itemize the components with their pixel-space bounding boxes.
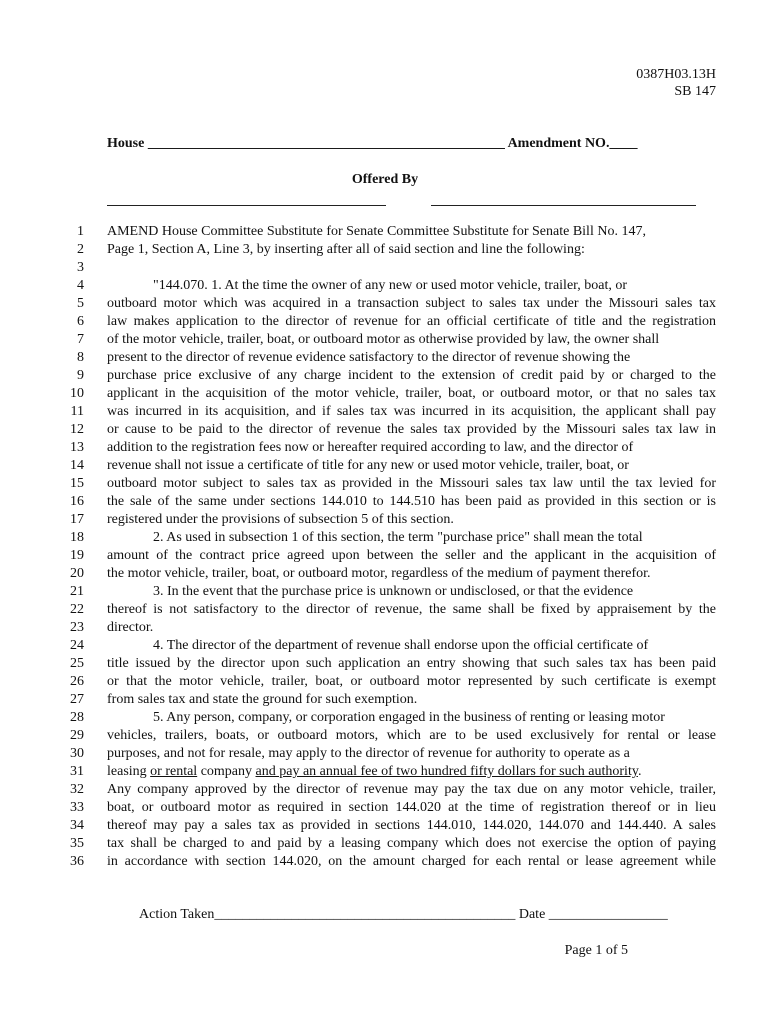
line-number: 35: [70, 836, 84, 851]
body-line: addition to the registration fees now or hereafter required according to law, and the director of: [107, 440, 634, 455]
body-line: vehicles, trailers, boats, or outboard motors, which are to be used exclusively for rental or lease: [107, 728, 716, 743]
body-line: "144.070. 1. At the time the owner of any new or used motor vehicle, trailer, boat, or: [153, 278, 628, 293]
body-line: Any company approved by the director of revenue may pay the tax due on any motor vehicle, trailer,: [107, 782, 716, 797]
text-segment: company: [197, 764, 256, 779]
body-line: the motor vehicle, trailer, boat, or outboard motor, regardless of the medium of payment therefor.: [107, 566, 651, 581]
line-number: 7: [77, 332, 84, 347]
line-number: 36: [70, 854, 84, 869]
line-number: 21: [70, 584, 84, 599]
line-number: 16: [70, 494, 84, 509]
line-number: 26: [70, 674, 84, 689]
text-segment: .: [637, 764, 642, 779]
body-line: thereof is not satisfactory to the director of revenue, the same shall be fixed by appraisement by the: [107, 602, 716, 617]
line-number: 9: [77, 368, 84, 383]
body-line: outboard motor which was acquired in a transaction subject to sales tax under the Missouri sales tax: [107, 296, 716, 311]
body-line: or cause to be paid to the director of revenue the sales tax provided by the Missouri sales tax law in: [107, 422, 716, 437]
body-line: tax shall be charged to and paid by a leasing company which does not exercise the option of paying: [107, 836, 716, 851]
underlined-insertion: and pay an annual fee of two hundred fifty dollars for such authority: [255, 764, 638, 779]
sponsor-signature-line-left: [107, 192, 386, 206]
line-number: 17: [70, 512, 84, 527]
body-line: director.: [107, 620, 154, 635]
line-number: 12: [70, 422, 84, 437]
body-line: law makes application to the director of revenue for an official certificate of title and the registration: [107, 314, 716, 329]
body-line: present to the director of revenue evidence satisfactory to the director of revenue showing the: [107, 350, 631, 365]
line-number: 2: [77, 242, 84, 257]
line-number: 33: [70, 800, 84, 815]
line-number: 28: [70, 710, 84, 725]
line-number: 1: [77, 224, 84, 239]
line-number: 25: [70, 656, 84, 671]
body-line: applicant in the acquisition of the motor vehicle, trailer, boat, or outboard motor, or that no sales tax: [107, 386, 716, 401]
line-number: 19: [70, 548, 84, 563]
body-line: amount of the contract price agreed upon between the seller and the applicant in the acquisition of: [107, 548, 716, 563]
body-line: purposes, and not for resale, may apply to the director of revenue for authority to operate as a: [107, 746, 630, 761]
underlined-insertion: or rental: [150, 764, 198, 779]
line-number: 23: [70, 620, 84, 635]
sponsor-signature-line-right: [431, 192, 696, 206]
line-number: 31: [70, 764, 84, 779]
doc-number: 0387H03.13H: [636, 67, 716, 82]
line-number: 6: [77, 314, 84, 329]
body-line: AMEND House Committee Substitute for Senate Committee Substitute for Senate Bill No. 147,: [107, 224, 646, 239]
bill-number: SB 147: [674, 84, 716, 99]
body-line: 3. In the event that the purchase price is unknown or undisclosed, or that the evidence: [153, 584, 634, 599]
line-number: 34: [70, 818, 84, 833]
document-id: [636, 66, 716, 100]
line-number: 30: [70, 746, 84, 761]
line-number: 27: [70, 692, 84, 707]
body-line: title issued by the director upon such application an entry showing that such sales tax has been paid: [107, 656, 716, 671]
body-line: in accordance with section 144.020, on the amount charged for each rental or lease agreement while: [107, 854, 716, 869]
line-number: 29: [70, 728, 84, 743]
line-number: 18: [70, 530, 84, 545]
body-line-underlined: [107, 764, 641, 780]
body-line: from sales tax and state the ground for such exemption.: [107, 692, 418, 707]
line-number: 22: [70, 602, 84, 617]
line-number: 14: [70, 458, 84, 473]
line-number: 3: [77, 260, 84, 275]
line-number: 32: [70, 782, 84, 797]
line-number: 4: [77, 278, 84, 293]
body-line: 5. Any person, company, or corporation engaged in the business of renting or leasing motor: [153, 710, 665, 725]
line-number: 11: [70, 404, 84, 419]
body-line: the sale of the same under sections 144.010 to 144.510 has been paid as provided in this section or is: [107, 494, 716, 509]
text-segment: leasing: [107, 764, 151, 779]
body-line: outboard motor subject to sales tax as provided in the Missouri sales tax law until the tax levied for: [107, 476, 716, 491]
page-number: Page 1 of 5: [564, 943, 628, 958]
body-line: thereof may pay a sales tax as provided in sections 144.010, 144.020, 144.070 and 144.440. A sales: [107, 818, 716, 833]
body-line: 4. The director of the department of revenue shall endorse upon the official certificate of: [153, 638, 649, 653]
body-line: purchase price exclusive of any charge incident to the extension of credit paid by or charged to the: [107, 368, 716, 383]
body-line: registered under the provisions of subsection 5 of this section.: [107, 512, 454, 527]
body-line: boat, or outboard motor as required in section 144.020 at the time of registration thereof or in lieu: [107, 800, 716, 815]
amendment-line: House ___________________________________________________ Amendment NO.____: [107, 136, 638, 151]
body-line: revenue shall not issue a certificate of title for any new or used motor vehicle, trailer, boat, or: [107, 458, 629, 473]
line-number: 20: [70, 566, 84, 581]
body-line: Page 1, Section A, Line 3, by inserting after all of said section and line the following:: [107, 242, 585, 257]
line-number: 8: [77, 350, 84, 365]
line-number: 5: [77, 296, 84, 311]
body-line: or that the motor vehicle, trailer, boat, or outboard motor represented by such certificate is exempt: [107, 674, 716, 689]
action-taken-line: Action Taken___________________________________________ Date _________________: [139, 907, 668, 922]
line-number: 15: [70, 476, 84, 491]
body-line: was incurred in its acquisition, and if sales tax was incurred in its acquisition, the applicant shall pay: [107, 404, 716, 419]
line-number: 10: [70, 386, 84, 401]
body-line: of the motor vehicle, trailer, boat, or outboard motor as otherwise provided by law, the owner shall: [107, 332, 660, 347]
offered-by-label: Offered By: [351, 172, 419, 187]
line-number: 24: [70, 638, 84, 653]
body-line: 2. As used in subsection 1 of this section, the term "purchase price" shall mean the total: [153, 530, 643, 545]
line-number: 13: [70, 440, 84, 455]
